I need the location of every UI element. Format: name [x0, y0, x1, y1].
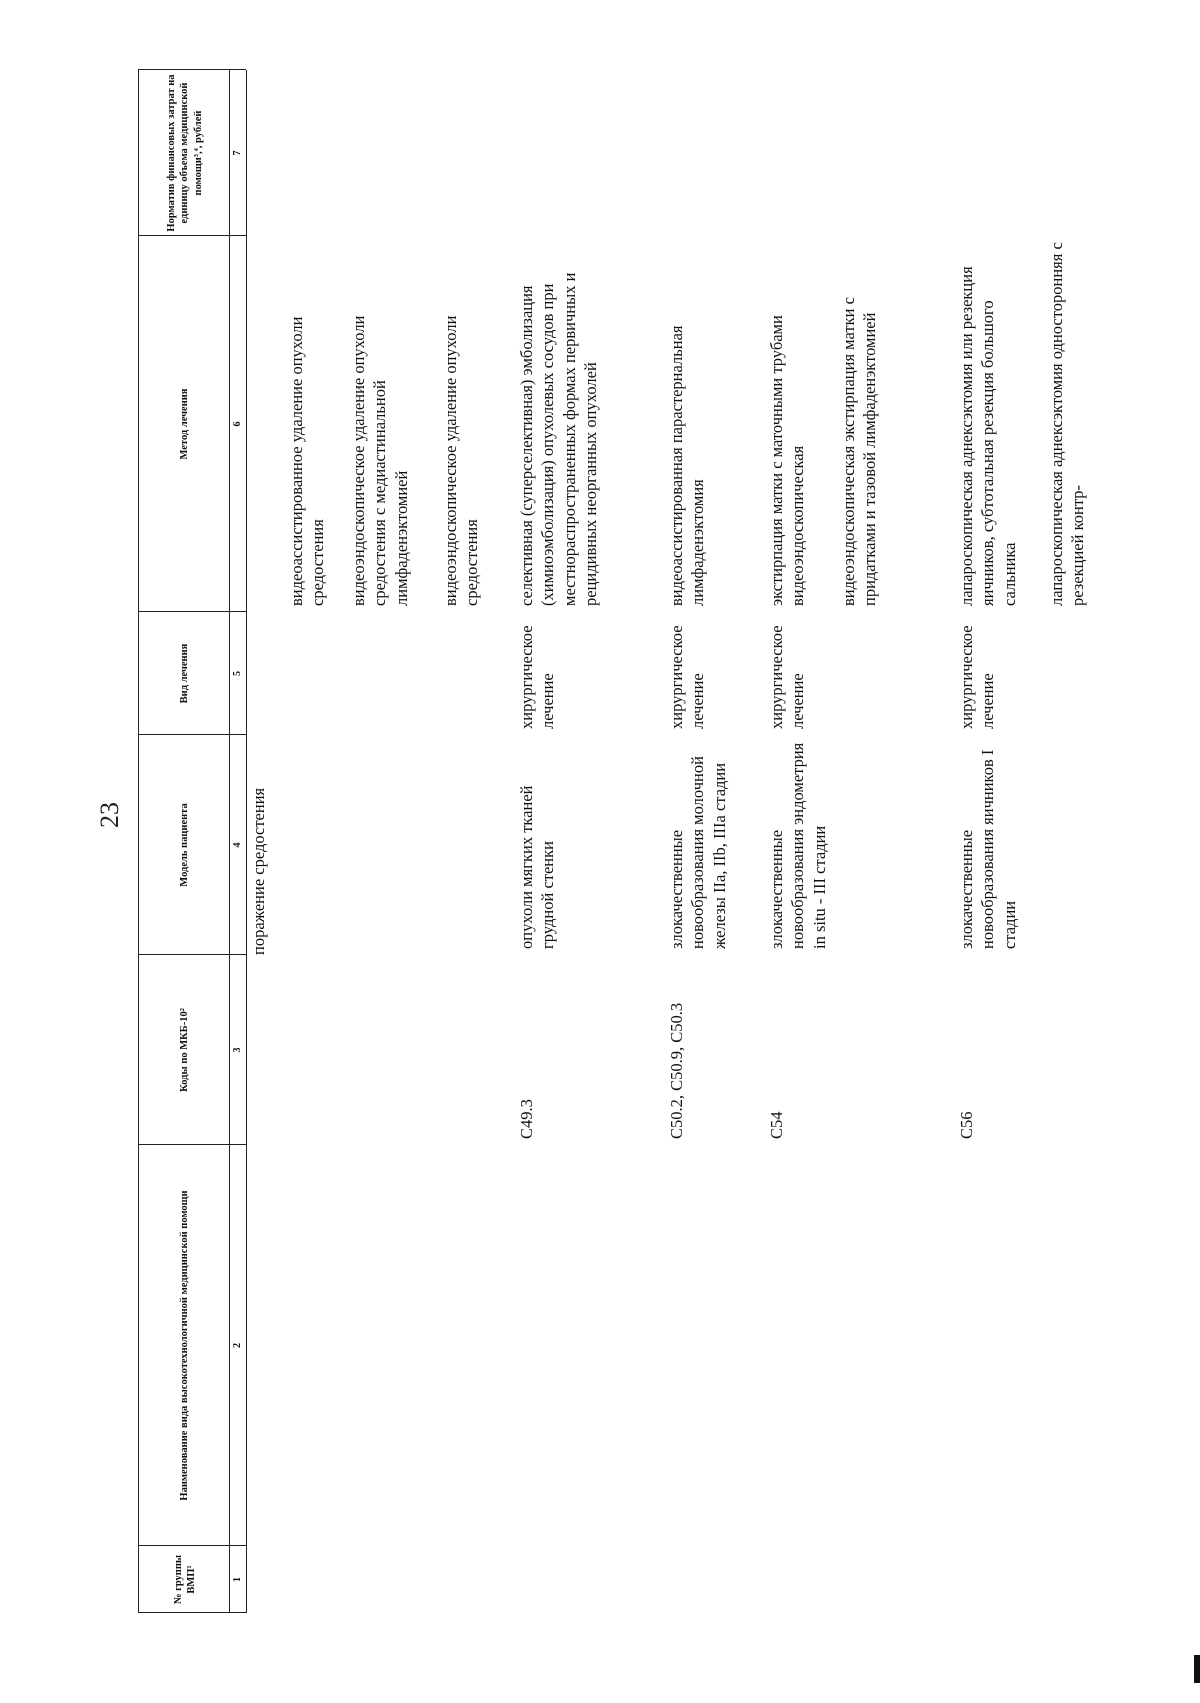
treatment-method-cell: видеоэндоскопическое удаление опухоли средостения [441, 315, 482, 606]
header-treatment-type: Вид лечения [179, 643, 191, 704]
header-type-name: Наименование вида высокотехнологичной медицинской помощи [179, 1190, 191, 1501]
column-number: 4 [232, 842, 243, 848]
header-patient-model: Модель пациента [179, 803, 191, 887]
column-number: 7 [232, 150, 243, 156]
treatment-type-cell: хирургическое лечение [667, 625, 708, 729]
header-treatment-method: Метод лечения [179, 388, 191, 460]
icd-code-cell: C56 [957, 1111, 976, 1139]
treatment-method-cell: видеоэндоскопическое удаление опухоли средостения с медиастинальной лимфаденэктомией [349, 315, 411, 606]
header-group-number: № группы ВМП¹ [172, 1554, 197, 1605]
treatment-method-cell: видеоассистированная парастернальная лимфаденэктомия [667, 325, 708, 606]
treatment-method-cell: видеоассистированное удаление опухоли средостения [287, 316, 328, 606]
column-number: 5 [232, 671, 243, 676]
column-number: 2 [232, 1343, 243, 1348]
treatment-method-cell: селективная (суперселективная) эмболизация (химиоэмболизация) опухолевых сосудов при местнораспространенных формах первичных и рецидивных неорганных опухолей [517, 272, 601, 606]
rotated-table [138, 70, 1140, 1613]
treatment-type-cell: хирургическое лечение [957, 625, 998, 729]
patient-model-cell: злокачественные новообразования яичников I стадии [957, 749, 1019, 949]
treatment-type-cell: хирургическое лечение [767, 625, 808, 729]
icd-code-cell: C49.3 [517, 1099, 536, 1139]
icd-code-cell: C50.2, C50.9, C50.3 [667, 1002, 686, 1139]
header-icd-codes: Коды по МКБ-10² [179, 1008, 191, 1092]
patient-model-cell: злокачественные новообразования эндометрия in situ - III стадии [767, 742, 829, 949]
column-number: 6 [232, 421, 243, 427]
column-numbers-bottom-border [246, 70, 247, 1613]
patient-model-cell: поражение средостения [249, 787, 268, 955]
column-number: 1 [232, 1577, 243, 1582]
treatment-type-cell: хирургическое лечение [517, 625, 558, 729]
treatment-method-cell: видеоэндоскопическая экстирпация матки с придатками и тазовой лимфаденэктомией [839, 297, 880, 606]
table-top-border [138, 70, 139, 1613]
patient-model-cell: злокачественные новообразования молочной железы IIa, IIb, IIIa стадии [667, 756, 729, 949]
treatment-method-cell: лапароскопическая аднексэктомия или резекция яичников, субтотальная резекция большого сальника [957, 266, 1019, 606]
patient-model-cell: опухоли мягких тканей грудной стенки [517, 785, 558, 949]
treatment-method-cell: экстирпация матки с маточными трубами видеоэндоскопическая [767, 315, 808, 606]
scan-edge-mark [1194, 1655, 1200, 1683]
page-number: 23 [95, 802, 124, 828]
icd-code-cell: C54 [767, 1111, 786, 1139]
column-number: 3 [232, 1047, 243, 1053]
header-cost-standard: Норматив финансовых затрат на единицу объема медицинской помощи³,⁴, рублей [166, 74, 204, 232]
treatment-method-cell: лапароскопическая аднексэктомия односторонняя с резекцией контр- [1047, 242, 1088, 606]
